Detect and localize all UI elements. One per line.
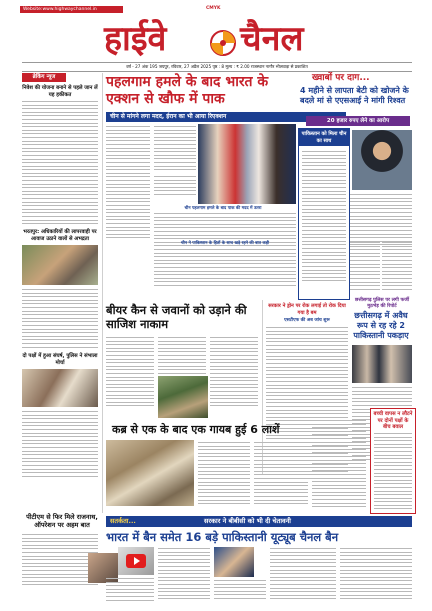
kabr-body-2	[254, 442, 308, 507]
beer-headline[interactable]: बीयर कैन से जवानों को उड़ाने की साजिश नाकाम	[106, 303, 247, 331]
beer-body-3	[210, 337, 258, 409]
sidebar-photo-crowd	[22, 245, 98, 285]
right-top-body-2	[350, 242, 380, 292]
right-top-body-3	[382, 242, 412, 292]
sidebar-body-2	[22, 289, 98, 350]
beer-body-1	[106, 337, 154, 409]
center-mid-subline: एसटीएफ की अब जांच शुरू	[284, 318, 330, 323]
alert-strip	[106, 516, 412, 527]
sidebar-body-3	[22, 411, 98, 479]
dateline-bar	[22, 62, 412, 72]
chhattisgarh-photo-arrested	[352, 345, 412, 383]
alert-strip-right[interactable]: सरकार ने बीबीसी को भी दी चेतावनी	[204, 517, 291, 525]
china-box-title[interactable]: पाकिस्तान को मिला चीन का साथ	[299, 129, 349, 146]
chhattisgarh-headline[interactable]: छत्तीसगढ़ में अवैध रूप से रह रहे 2 पाकिस्तानी पकड़ाए	[353, 311, 409, 340]
bottom-body-2	[158, 548, 210, 602]
right-top-kicker: ख्वाबों पर दाग...	[312, 73, 370, 83]
sidebar-body-1	[22, 101, 98, 227]
masthead-title-right: चैनल	[240, 19, 304, 59]
lead-body-col1	[106, 126, 150, 241]
bottom-body-4	[270, 548, 336, 602]
alert-strip-left: सतर्कता...	[110, 517, 136, 525]
right-top-body-1	[350, 194, 412, 248]
kabr-body-3	[312, 420, 366, 510]
bottom-photo-anchor	[214, 547, 254, 577]
masthead-wheel-icon	[210, 30, 236, 56]
lead-subhead[interactable]: चीन से मांगने लगा मदद, ईरान का भी आया रिएक्शन	[106, 112, 346, 122]
sidebar-headline-4[interactable]: पीटीएम से फिर मिले राजनाथ, ऑपरेशन पर अहम बात	[26, 513, 98, 529]
sidebar-headline-2[interactable]: भरतपुर: अधिकारियों की लापरवाही पर आवाज उठाने वालों से अभद्रता	[23, 229, 97, 242]
masthead	[60, 18, 380, 62]
lead-photo-leaders	[198, 124, 296, 204]
website-bar[interactable]: Website:www.highwaychannel.in	[20, 6, 123, 13]
cmyk-mark: CMYK	[206, 6, 221, 11]
lead-body-col2	[154, 126, 196, 173]
bottom-body-1	[106, 578, 154, 603]
lead-body-col2b	[154, 176, 196, 198]
china-box-body	[302, 151, 346, 284]
masthead-title-left: हाईवे	[104, 19, 167, 59]
right-box-title[interactable]: बच्ची वापस न लौटने पर दोनों पक्षों के बीच बवाल	[373, 411, 413, 430]
bottom-body-5	[340, 548, 412, 602]
sidebar-photo-people	[22, 369, 98, 407]
right-box	[370, 408, 416, 514]
lead-headline[interactable]: पहलगाम हमले के बाद भारत के एक्शन से खौफ में पाक	[106, 74, 269, 107]
bottom-headline[interactable]: भारत में बैन समेत 16 बड़े पाकिस्तानी यूट्यूब चैनल बैन	[106, 530, 339, 544]
sidebar-body-4	[22, 534, 98, 588]
lead-subhead-2[interactable]: चीन ने पाकिस्तान के हितों के साथ खड़े रहने की बात कही	[180, 240, 270, 245]
kabr-headline[interactable]: कब्र से एक के बाद एक गायब हुई 6 लाशें	[112, 423, 280, 436]
kabr-photo-grave	[106, 440, 194, 506]
youtube-play-icon	[118, 547, 154, 575]
right-box-body	[374, 433, 412, 512]
center-mid-headline[interactable]: सरकार ने ड्रोन पर रोक लगाई तो रोक दिया गया है बम	[268, 303, 346, 316]
sidebar-headline-3[interactable]: दो पक्षों में हुआ संघर्ष, पुलिस ने संभाला मोर्चा	[22, 353, 98, 366]
bottom-body-3	[214, 580, 266, 602]
sidebar-headline-1[interactable]: निवेश की योजना बनाने से पहले जान लें यह हकीकत	[22, 85, 98, 98]
top-strip	[20, 6, 412, 16]
breaking-label: ब्रेकिंग न्यूज	[22, 73, 66, 82]
kabr-body-1	[198, 442, 250, 507]
lead-photo-caption: चीन पहलगाम हमले के बाद पाक की मदद में उतरा	[184, 205, 262, 210]
right-top-subhead[interactable]: 20 हजार रुपए लेने का आरोप	[306, 116, 410, 126]
column-rule-left	[102, 73, 103, 513]
right-top-headline[interactable]: 4 महीने से लापता बेटी को खोजने के बदले मां से एएसआई ने मांगी रिश्वत	[300, 86, 409, 105]
dateline-text: वर्ष - 27 अंक 195 जयपुर, रविवार, 27 अप्रैल 2025 पृष्ठ : 8 मूल्य : ₹ 2.00 राजस्थान नागौर भीलवाड़ा से प्रकाशित	[126, 64, 308, 69]
lead-body-col4	[154, 249, 296, 289]
beer-body-2	[158, 337, 206, 380]
china-box	[298, 128, 350, 300]
chhattisgarh-kicker: छत्तीसगढ़ पुलिस पर लगी फर्जी मुठभेड़ की रिपोर्ट	[354, 298, 410, 309]
beer-photo-forest	[158, 376, 208, 418]
bottom-photo-youtube	[118, 547, 154, 575]
right-top-photo-man	[352, 130, 412, 190]
